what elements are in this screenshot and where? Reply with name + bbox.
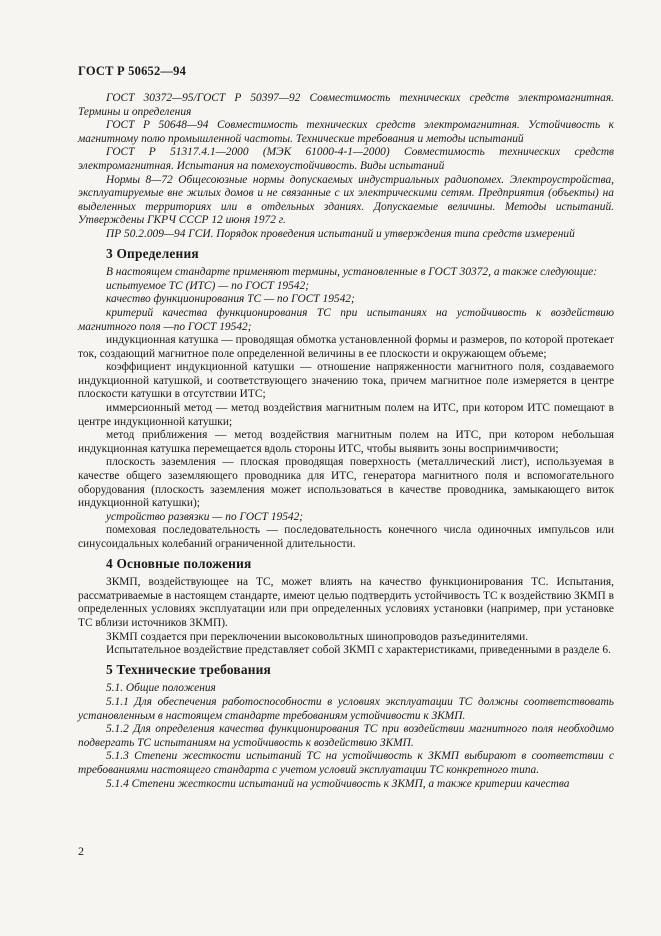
definition-item: коэффициент индукционной катушки — отношение напряженности магнитного поля, создаваемого индукционной катушкой, и соответствующего значению тока, причем магнитное поле измеряется в центре плоскости катушки в отсутствии ИТС; [78, 361, 614, 401]
paragraph: 5.1.1 Для обеспечения работоспособности в условиях эксплуатации ТС должны соответствовать установленным в настоящем стандарте требованиям устойчивости к ЗКМП. [78, 695, 614, 722]
definition-item: испытуемое ТС (ИТС) — по ГОСТ 19542; [106, 279, 309, 292]
document-body [78, 92, 614, 791]
page-number: 2 [78, 844, 84, 858]
definitions-intro: В настоящем стандарте применяют термины, установленные в ГОСТ 30372, а также следующие: [106, 266, 598, 279]
section-4-title: 4 Основные положения [106, 555, 252, 571]
paragraph: ЗКМП, воздействующее на ТС, может влиять на качество функционирования ТС. Испытания, рассматриваемые в настоящем стандарте, имеют целью подтвердить устойчивость ТС к воздействию ЗКМП в определенных условиях эксплуатации или при определенных условиях установки (например, при установке ТС вблизи источников ЗКМП). [78, 576, 614, 629]
paragraph: 5.1.3 Степени жесткости испытаний ТС на устойчивость к ЗКМП выбирают в соответствии с требованиями настоящего стандарта с учетом условий эксплуатации ТС конкретного типа. [78, 750, 614, 776]
document-header: ГОСТ Р 50652—94 [78, 64, 187, 78]
subsection-title: 5.1. Общие положения [106, 682, 216, 695]
paragraph: Испытательное воздействие представляет собой ЗКМП с характеристиками, приведенными в разделе 6. [106, 644, 611, 657]
definition-item: критерий качества функционирования ТС при испытаниях на устойчивость к воздействию магнитного поля —по ГОСТ 19542; [78, 306, 614, 333]
definition-item: плоскость заземления — плоская проводящая поверхность (металлический лист), используемая в качестве общего заземляющего проводника для ИТС, генератора магнитного поля и вспомогательного оборудования (плоскость заземления может использоваться в качестве проводника, замыкающего виток индукционной катушки); [78, 456, 614, 510]
definition-item: иммерсионный метод — метод воздействия магнитным полем на ИТС, при котором ИТС помещают в центре индукционной катушки; [78, 402, 614, 428]
paragraph: 5.1.2 Для определения качества функционирования ТС при воздействии магнитного поля необходимо подвергать ТС испытаниям на устойчивость к воздействию ЗКМП. [78, 723, 614, 749]
definition-item: метод приближения — метод воздействия магнитным полем на ИТС, при котором небольшая индукционная катушка перемещается вдоль стороны ИТС, чтобы выявить зоны восприимчивости; [78, 429, 614, 455]
section-5-body [78, 682, 614, 791]
definition-item: индукционная катушка — проводящая обмотка установленной формы и размеров, по которой протекает ток, создающий магнитное поле определенной величины в ее плоскости и окружающем объеме; [78, 334, 614, 360]
definition-item: помеховая последовательность — последовательность конечного числа одиночных импульсов или синусоидальных колебаний ограниченной длительности. [78, 524, 614, 550]
definitions-list [78, 266, 614, 551]
reference-item: ГОСТ Р 50648—94 Совместимость технических средств электромагнитная. Устойчивость к магнитному полю промышленной частоты. Технические требования и методы испытаний [78, 119, 614, 145]
paragraph: 5.1.4 Степени жесткости испытаний на устойчивость к ЗКМП, а также критерии качества [106, 777, 570, 790]
definition-item: качество функционирования ТС — по ГОСТ 19542; [106, 293, 355, 306]
reference-item: Нормы 8—72 Общесоюзные нормы допускаемых индустриальных радиопомех. Электроустройства, эксплуатируемые вне жилых домов и не связанные с их электрическими сетям. Предприятия (объекты) на выделенных территориях или в отдельных зданиях. Допускаемые величины. Методы испытаний. Утверждены ГКРЧ СССР 12 июня 1972 г. [78, 173, 614, 227]
references-list [78, 92, 614, 242]
paragraph: ЗКМП создается при переключении высоковольтных шинопроводов разъединителями. [106, 630, 529, 643]
section-5-title: 5 Технические требования [106, 661, 272, 677]
section-3-title: 3 Определения [106, 245, 199, 261]
reference-item: ГОСТ 30372—95/ГОСТ Р 50397—92 Совместимость технических средств электромагнитная. Термины и определения [78, 92, 614, 118]
reference-item: ПР 50.2.009—94 ГСИ. Порядок проведения испытаний и утверждения типа средств измерений [106, 227, 575, 240]
definition-item: устройство развязки — по ГОСТ 19542; [106, 510, 304, 523]
reference-item: ГОСТ Р 51317.4.1—2000 (МЭК 61000-4-1—2000) Совместимость технических средств электромагнитная. Испытания на помехоустойчивость. Виды испытаний [78, 146, 614, 172]
section-4-body [78, 576, 614, 658]
